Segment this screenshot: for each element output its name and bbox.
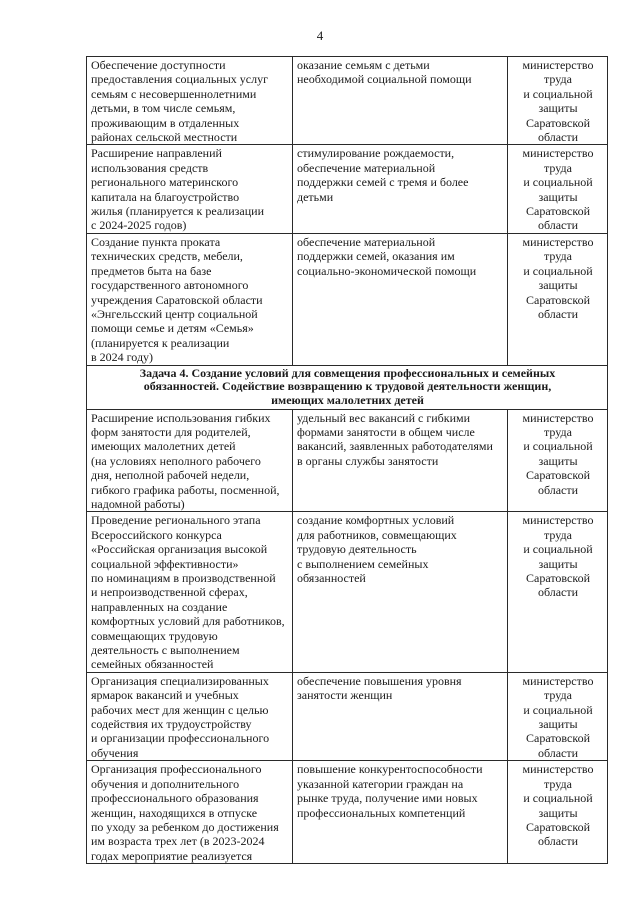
result-text: обеспечение повышения уровня занятости женщин [297, 673, 462, 703]
result-cell [293, 512, 508, 672]
responsible-cell [508, 145, 608, 233]
activity-text: Организация профессионального обучения и дополнительного профессионального образования женщин, находящихся в отпуске по уходу за ребенком до достижения им возраста трех лет (в 2023-2024 годах мероприятие реализуется [91, 762, 279, 863]
responsible-cell [508, 672, 608, 760]
activity-cell [87, 145, 293, 233]
activity-text: Расширение направлений использования средств регионального материнского капитала на благоустройство жилья (планируется к реализации с 2024-2025 годов) [91, 146, 264, 233]
measures-table [86, 56, 608, 864]
task-heading [87, 365, 608, 409]
result-text: стимулирование рождаемости, обеспечение материальной поддержки семей с тремя и более детьми [297, 146, 469, 204]
result-text: создание комфортных условий для работников, совмещающих трудовую деятельность с выполнением семейных обязанностей [297, 513, 457, 585]
table-row [87, 672, 608, 760]
responsible-text: министерство труда и социальной защиты Саратовской области [522, 146, 594, 233]
table-row [87, 57, 608, 145]
activity-cell [87, 409, 293, 512]
activity-cell [87, 672, 293, 760]
activity-cell [87, 57, 293, 145]
activity-text: Расширение использования гибких форм занятости для родителей, имеющих малолетних детей (на условиях неполного рабочего дня, неполной рабочей недели, гибкого графика работы, посменной, надомной работы) [91, 410, 280, 511]
responsible-text: министерство труда и социальной защиты Саратовской области [522, 410, 594, 497]
activity-cell [87, 512, 293, 672]
task-heading-text: Задача 4. Создание условий для совмещения профессиональных и семейных обязанностей. Содействие возвращению к трудовой деятельности женщин, имеющих малолетних детей [139, 365, 556, 407]
responsible-text: министерство труда и социальной защиты Саратовской области [522, 58, 594, 145]
activity-text: Обеспечение доступности предоставления социальных услуг семьям с несовершеннолетними детьми, в том числе семьям, проживающим в отдаленных районах сельской местности [91, 58, 269, 145]
responsible-cell [508, 761, 608, 864]
table-row [87, 409, 608, 512]
responsible-cell [508, 512, 608, 672]
result-cell [293, 761, 508, 864]
activity-text: Организация специализированных ярмарок вакансий и учебных рабочих мест для женщин с целью содействия их трудоустройству и организации профессионального обучения [91, 673, 270, 760]
result-text: обеспечение материальной поддержки семей, оказания им социально-экономической помощи [297, 234, 477, 278]
activity-text: Создание пункта проката технических средств, мебели, предметов быта на базе государственного автономного учреждения Саратовской области «Энгельсский центр социальной помощи семье и детям «Семья» (планируется к реализации в 2024 году) [91, 234, 263, 365]
result-text: оказание семьям с детьми необходимой социальной помощи [297, 58, 472, 87]
result-cell [293, 233, 508, 365]
responsible-text: министерство труда и социальной защиты Саратовской области [522, 762, 594, 849]
activity-cell [87, 761, 293, 864]
table-row [87, 145, 608, 233]
page-number: 4 [316, 28, 324, 43]
result-cell [293, 672, 508, 760]
responsible-text: министерство труда и социальной защиты Саратовской области [522, 513, 594, 600]
responsible-cell [508, 409, 608, 512]
result-cell [293, 57, 508, 145]
result-text: удельный вес вакансий с гибкими формами занятости в общем числе вакансий, заявленных работодателями в органы службы занятости [297, 410, 493, 468]
responsible-cell [508, 233, 608, 365]
table-row [87, 761, 608, 864]
responsible-cell [508, 57, 608, 145]
responsible-text: министерство труда и социальной защиты Саратовской области [522, 234, 594, 321]
task-heading-row [87, 365, 608, 409]
table-row [87, 512, 608, 672]
activity-text: Проведение регионального этапа Всероссийского конкурса «Российская организация высокой социальной эффективности» по номинациям в производственной и непроизводственной сферах, направленных на создание комфортных условий для работников, совмещающих трудовую деятельность с выполнением семейных обязанностей [91, 513, 285, 672]
result-text: повышение конкурентоспособности указанной категории граждан на рынке труда, получение ими новых профессиональных компетенций [297, 762, 483, 820]
result-cell [293, 145, 508, 233]
table-row [87, 233, 608, 365]
activity-cell [87, 233, 293, 365]
result-cell [293, 409, 508, 512]
responsible-text: министерство труда и социальной защиты Саратовской области [522, 673, 594, 760]
